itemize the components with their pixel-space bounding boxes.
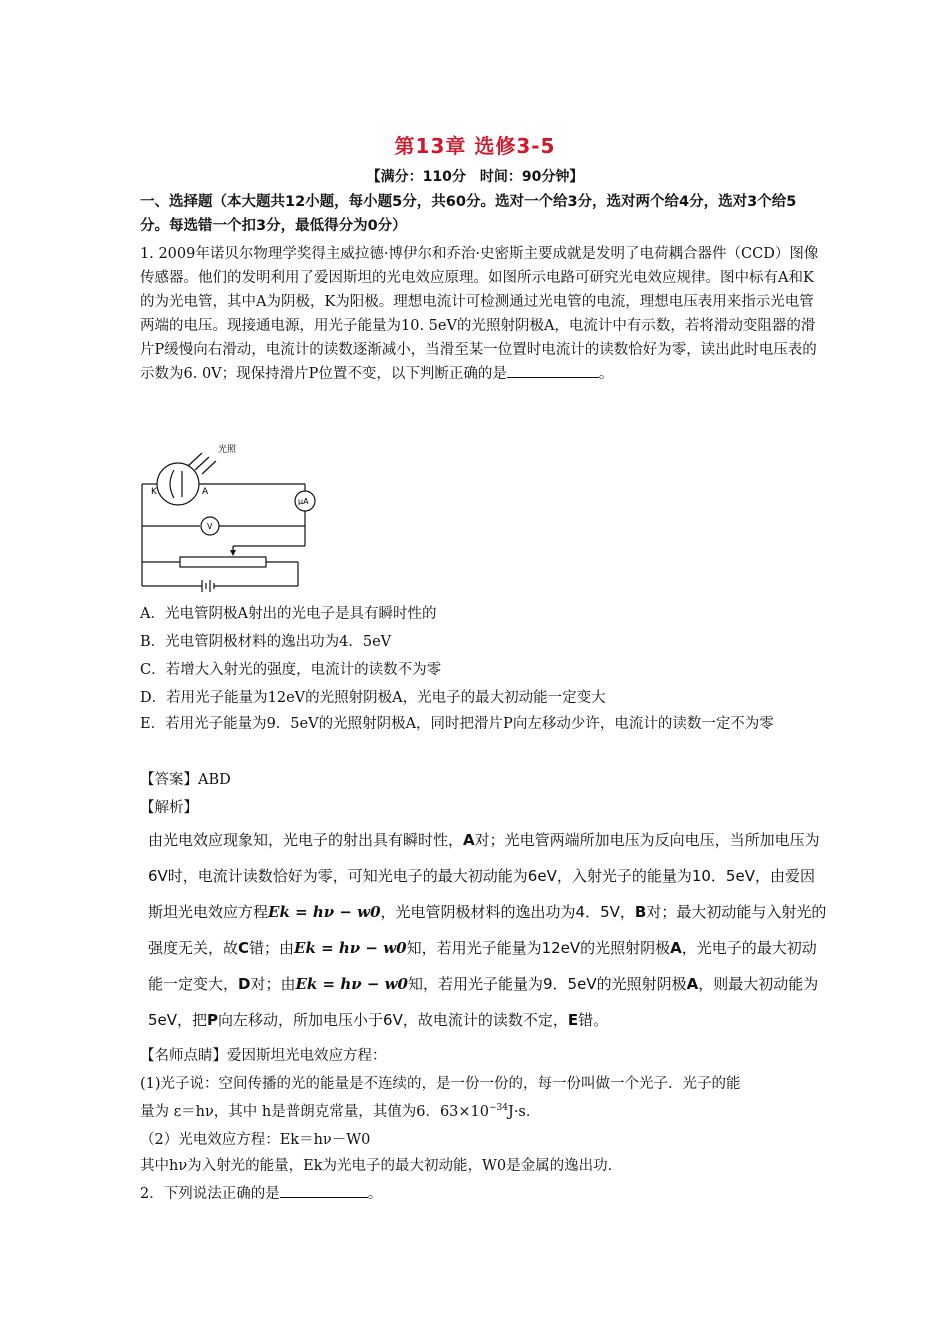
question-2-stem: 2．下列说法正确的是 。: [140, 1182, 382, 1203]
question-1-stem: [140, 242, 820, 386]
option-c: C．若增大入射光的强度，电流计的读数不为零: [140, 662, 442, 678]
answer-blank: [280, 1183, 368, 1198]
option-a: A．光电管阴极A射出的光电子是具有瞬时性的: [140, 606, 437, 622]
rheostat: [180, 557, 266, 567]
tips-line-4: 其中hν为入射光的能量，Ek为光电子的最大初动能，W0是金属的逸出功．: [140, 1158, 623, 1174]
answer-line: 【答案】ABD: [140, 772, 231, 788]
option-b: B．光电管阴极材料的逸出功为4．5eV: [140, 634, 392, 650]
light-ray-2: [195, 457, 209, 470]
voltmeter-label: V: [207, 522, 213, 531]
light-label: 光照: [218, 445, 237, 455]
option-d: D．若用光子能量为12eV的光照射阴极A，光电子的最大初动能一定变大: [140, 690, 606, 706]
photoelectric-circuit-diagram: [130, 440, 320, 595]
tips-heading: 【名师点睛】爱因斯坦光电效应方程：: [140, 1048, 387, 1064]
section-heading: 一、选择题（本大题共12小题，每小题5分，共60分。选对一个给3分，选对两个给4分，选对3个给5分。每选错一个扣3分，最低得分为0分）: [140, 194, 797, 234]
formula-einstein: Ek = hν − w0: [295, 975, 408, 993]
tips-line-3: （2）光电效应方程：Ek＝hν－W0: [140, 1132, 371, 1148]
light-ray-1: [188, 453, 202, 466]
phototube-circle: [157, 463, 199, 505]
tips-line-1: (1)光子说：空间传播的光的能量是不连续的，是一份一份的，每一份叫做一个光子．光子的能: [140, 1076, 741, 1092]
a-label: A: [202, 487, 209, 497]
option-e: E．若用光子能量为9．5eV的光照射阴极A，同时把滑片P向左移动少许，电流计的读数一定不为零: [140, 716, 774, 732]
light-ray-3: [202, 461, 216, 474]
k-label: K: [151, 487, 157, 497]
answer-blank: [507, 363, 599, 378]
slider-arrow: [230, 550, 236, 556]
cathode-electrode: [170, 470, 174, 498]
analysis-heading: 【解析】: [140, 800, 198, 816]
formula-einstein: Ek = hν − w0: [294, 939, 407, 957]
chapter-title: 第13章 选修3-5: [394, 134, 556, 158]
question-1-end: 。: [598, 366, 614, 382]
score-time-line: 【满分：110分 时间：90分钟】: [366, 169, 584, 185]
ammeter-label: μA: [298, 497, 309, 506]
tips-line-2: 量为 ε＝hν，其中 h是普朗克常量，其值为6．$63\times 10^{-34}J\cdot s$．: [140, 1103, 541, 1120]
analysis-body: 由光电效应现象知，光电子的射出具有瞬时性，A对；光电管两端所加电压为反向电压，当所加电压为6V时，电流计读数恰好为零，可知光电子的最大初动能为6eV，入射光子的能量为10．5eV，由爱因斯坦光电效应方程Ek = hν − w0，光电管阴极材料的逸出功为4．5V，B对；最大初动能与入射光的强度无关，故C错；由Ek = hν − w0知，若用光子能量为12eV的光照射阴极A，光电子的最大初动能一定变大，D对；由Ek = hν − w0知，若用光子能量为9．5eV的光照射阴极A，则最大初动能为5eV，把P向左移动，所加电压小于6V，故电流计的读数不定，E错。: [148, 831, 827, 1029]
question-1-text: 1. 2009年诺贝尔物理学奖得主威拉德·博伊尔和乔治·史密斯主要成就是发明了电荷耦合器件（CCD）图像传感器。他们的发明利用了爱因斯坦的光电效应原理。如图所示电路可研究光电效应规律。图中标有A和K的为光电管，其中A为阴极，K为阳极。理想电流计可检测通过光电管的电流，理想电压表用来指示光电管两端的电压。现接通电源，用光子能量为10. 5eV的光照射阴极A，电流计中有示数，若将滑动变阻器的滑片P缓慢向右滑动，电流计的读数逐渐减小，当滑至某一位置时电流计的读数恰好为零，读出此时电压表的示数为6. 0V；现保持滑片P位置不变，以下判断正确的是: [140, 246, 819, 382]
formula-einstein: Ek = hν − w0: [268, 903, 381, 921]
